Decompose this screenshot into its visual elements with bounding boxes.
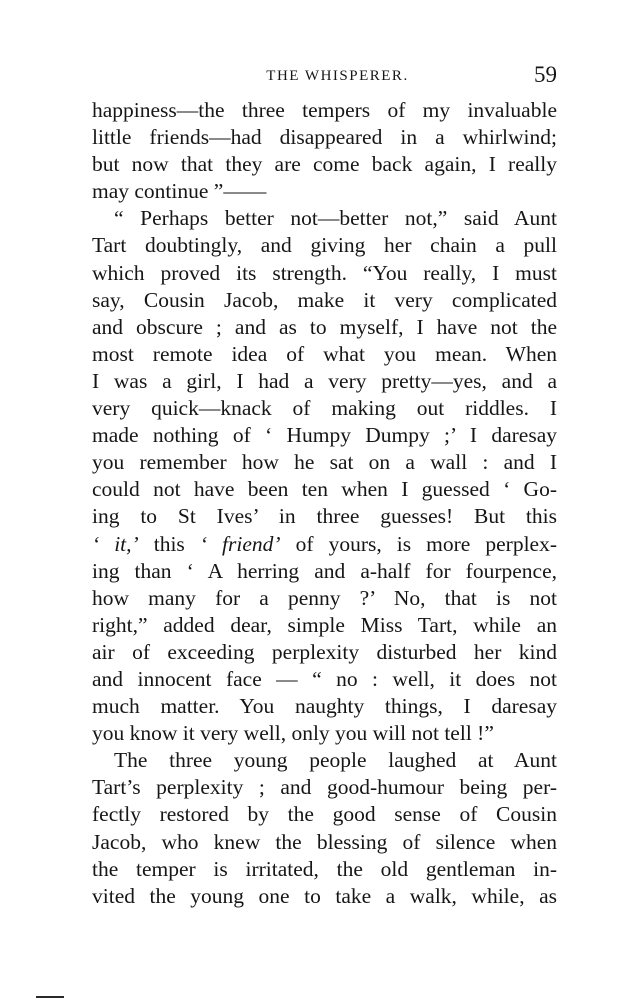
text-line: but now that they are come back again, I really [92,152,557,177]
text-line: made nothing of ‘ Humpy Dumpy ;’ I daresay [92,423,557,448]
text-line: could not have been ten when I guessed ‘ Go- [92,477,557,502]
running-head [92,62,557,92]
text-line: and obscure ; and as to myself, I have not the [92,314,557,339]
text-line: fectly restored by the good sense of Cousin [92,802,557,827]
text-line: vited the young one to take a walk, while, as [92,883,557,908]
text-line: Tart doubtingly, and giving her chain a pull [92,233,557,258]
body-text [92,97,557,910]
text-line: little friends—had disappeared in a whirlwind; [92,125,557,150]
text-line: may continue ”—— [92,179,267,204]
text-line: “ Perhaps better not—better not,” said Aunt [114,206,557,231]
text-line-with-italics [92,531,557,558]
running-title: THE WHISPERER. [266,68,409,84]
text-line: you know it very well, only you will not tell !” [92,721,494,746]
margin-rule [36,996,64,998]
text-line: and innocent face — “ no : well, it does not [92,666,557,691]
text-line: Tart’s perplexity ; and good-humour being per- [92,775,557,800]
page-number: 59 [534,62,557,87]
text-fragment: of yours, is more perplex- [295,531,557,556]
text-line: how many for a penny ?’ No, that is not [92,585,557,610]
text-line: The three young people laughed at Aunt [114,748,557,773]
text-line: happiness—the three tempers of my invaluable [92,98,557,122]
italic-word-friend: ‘ friend’ [199,531,281,556]
text-line: ing than ‘ A herring and a-half for fourpence, [92,558,557,583]
italic-word-it: ‘ it,’ [92,531,139,556]
text-line: you remember how he sat on a wall : and I [92,450,557,475]
text-fragment: this [153,531,185,556]
text-line: I was a girl, I had a very pretty—yes, and a [92,368,557,393]
text-line: much matter. You naughty things, I daresay [92,694,557,719]
text-line: right,” added dear, simple Miss Tart, while an [92,612,557,637]
text-line: ing to St Ives’ in three guesses! But this [92,504,557,529]
text-line: which proved its strength. “You really, I must [92,260,557,285]
text-line: Jacob, who knew the blessing of silence when [92,829,557,854]
text-line: the temper is irritated, the old gentleman in- [92,856,557,881]
text-line: air of exceeding perplexity disturbed her kind [92,639,557,664]
text-line: say, Cousin Jacob, make it very complicated [92,287,557,312]
text-line: very quick—knack of making out riddles. I [92,396,557,421]
text-line: most remote idea of what you mean. When [92,341,557,366]
